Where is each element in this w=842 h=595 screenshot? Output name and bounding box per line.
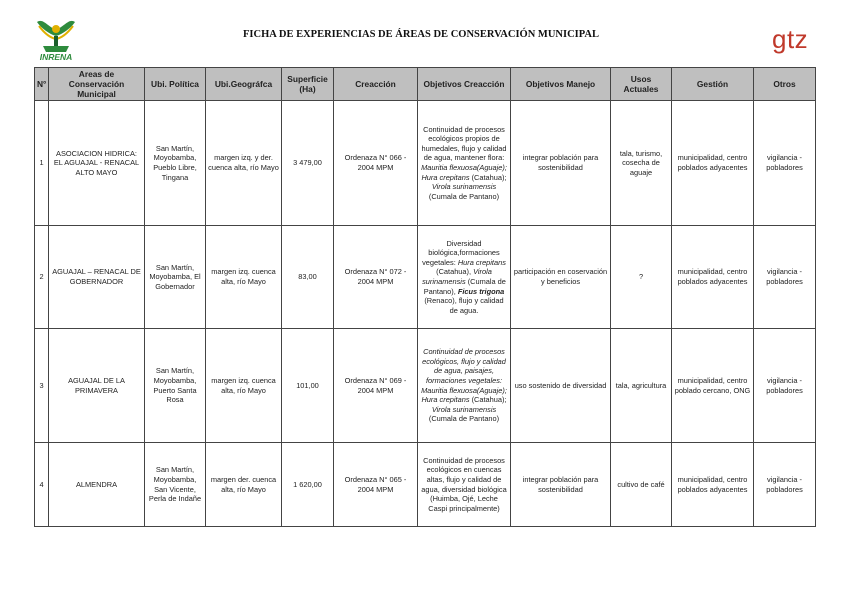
obj-text: (Catahua), [436,267,474,277]
header-superficie: Superficie (Ha) [282,68,334,101]
cell-objetivos-creacion [418,329,511,443]
obj-text: Continuidad de procesos ecológicos propios de humedales, flujo y calidad de agua, mantener flora: [421,124,507,163]
cell-objetivos-manejo: participación en coservación y beneficios [511,226,611,329]
cell-otros: vigilancia - pobladores [754,329,816,443]
obj-species: Mauritia flexuosa(Aguaje); Hura crepitans [421,163,507,182]
cell-objetivos-manejo: uso sostenido de diversidad [511,329,611,443]
cell-ubi-politica: San Martín, Moyobamba, Puerto Santa Rosa [145,329,206,443]
obj-species: Virola surinamensis [431,404,497,414]
cell-usos-actuales: tala, turismo, cosecha de aguaje [611,101,672,226]
cell-ubi-politica: San Martín, Moyobamba, Pueblo Libre, Tingana [145,101,206,226]
cell-otros: vigilancia - pobladores [754,226,816,329]
cell-area: ALMENDRA [49,443,145,527]
obj-text: (Cumala de Pantano), [423,277,506,296]
obj-text: (Cumala de Pantano) [428,414,500,424]
cell-num: 3 [35,329,49,443]
cell-creacion: Ordenaza N° 065 - 2004 MPM [334,443,418,527]
obj-text: Diversidad biológica,formaciones vegetales: [422,238,500,267]
page-title: FICHA DE EXPERIENCIAS DE ÁREAS DE CONSERVACIÓN MUNICIPAL [242,29,599,40]
table-row [35,101,816,226]
header-otros: Otros [754,68,816,101]
gtz-logo: gtz [772,24,809,54]
cell-ubi-geografica: margen izq. y der. cuenca alta, río Mayo [206,101,282,226]
header-gestion: Gestión [672,68,754,101]
cell-creacion: Ordenaza N° 072 - 2004 MPM [334,226,418,329]
cell-gestion: municipalidad, centro poblados adyacentes [672,443,754,527]
obj-text: (Catahua); [469,395,507,405]
cell-objetivos-manejo: integrar población para sostenibilidad [511,101,611,226]
cell-num: 4 [35,443,49,527]
cell-num: 1 [35,101,49,226]
obj-text: (Catahua); [469,172,507,182]
table-row [35,329,816,443]
cell-area: AGUAJAL – RENACAL DE GOBERNADOR [49,226,145,329]
cell-gestion: municipalidad, centro poblado cercano, ONG [672,329,754,443]
cell-ubi-geografica: margen der. cuenca alta, río Mayo [206,443,282,527]
header-ubi-geografica: Ubi.Geográfca [206,68,282,101]
obj-species: Hura crepitans [457,257,506,267]
table-header-row [35,68,816,101]
obj-species: Virola surinamensis [431,182,497,192]
experiences-table [34,67,816,527]
cell-usos-actuales: ? [611,226,672,329]
cell-superficie: 101,00 [282,329,334,443]
cell-superficie: 3 479,00 [282,101,334,226]
inrena-wordmark: INRENA [39,52,73,62]
cell-ubi-geografica: margen izq. cuenca alta, río Mayo [206,226,282,329]
obj-text: (Renaco), flujo y calidad de agua. [424,296,504,315]
table-row [35,443,816,527]
cell-objetivos-creacion [418,226,511,329]
cell-otros: vigilancia - pobladores [754,101,816,226]
header-objetivos-manejo: Objetivos Manejo [511,68,611,101]
cell-creacion: Ordenaza N° 069 - 2004 MPM [334,329,418,443]
obj-text: (Cumala de Pantano) [428,191,500,201]
cell-num: 2 [35,226,49,329]
cell-objetivos-creacion [418,101,511,226]
obj-species: Continuidad de procesos ecológicos, flujo y calidad de agua, paisajes, formaciones vegetales: Mauritia flexuosa(Aguaje); Hura crepitans [421,347,507,405]
header-num: N° [35,68,49,101]
header-area: Areas de Conservación Municipal [49,68,145,101]
cell-objetivos-manejo: integrar población para sostenibilidad [511,443,611,527]
cell-gestion: municipalidad, centro poblados adyacentes [672,101,754,226]
cell-superficie: 83,00 [282,226,334,329]
cell-gestion: municipalidad, centro poblados adyacentes [672,226,754,329]
cell-ubi-politica: San Martín, Moyobamba, El Gobernador [145,226,206,329]
cell-usos-actuales: tala, agricultura [611,329,672,443]
cell-area: AGUAJAL DE LA PRIMAVERA [49,329,145,443]
cell-ubi-politica: San Martín, Moyobamba, San Vicente, Perla de Indañe [145,443,206,527]
cell-creacion: Ordenaza N° 066 - 2004 MPM [334,101,418,226]
cell-ubi-geografica: margen izq. cuenca alta, río Mayo [206,329,282,443]
cell-superficie: 1 620,00 [282,443,334,527]
table-row [35,226,816,329]
header-objetivos-creacion: Objetivos Creacción [418,68,511,101]
cell-usos-actuales: cultivo de café [611,443,672,527]
header-ubi-politica: Ubi. Política [145,68,206,101]
cell-area: ASOCIACION HIDRICA: EL AGUAJAL - RENACAL ALTO MAYO [49,101,145,226]
cell-objetivos-creacion: Continuidad de procesos ecológicos en cuencas altas, flujo y calidad de agua, diversidad biológica (Huimba, Ojé, Leche Caspi principalmente) [418,443,511,527]
obj-species: Virola surinamensis [422,267,492,286]
header-creacion: Creacción [334,68,418,101]
obj-species: Ficus trigona [457,286,505,296]
header-usos-actuales: Usos Actuales [611,68,672,101]
cell-otros: vigilancia - pobladores [754,443,816,527]
